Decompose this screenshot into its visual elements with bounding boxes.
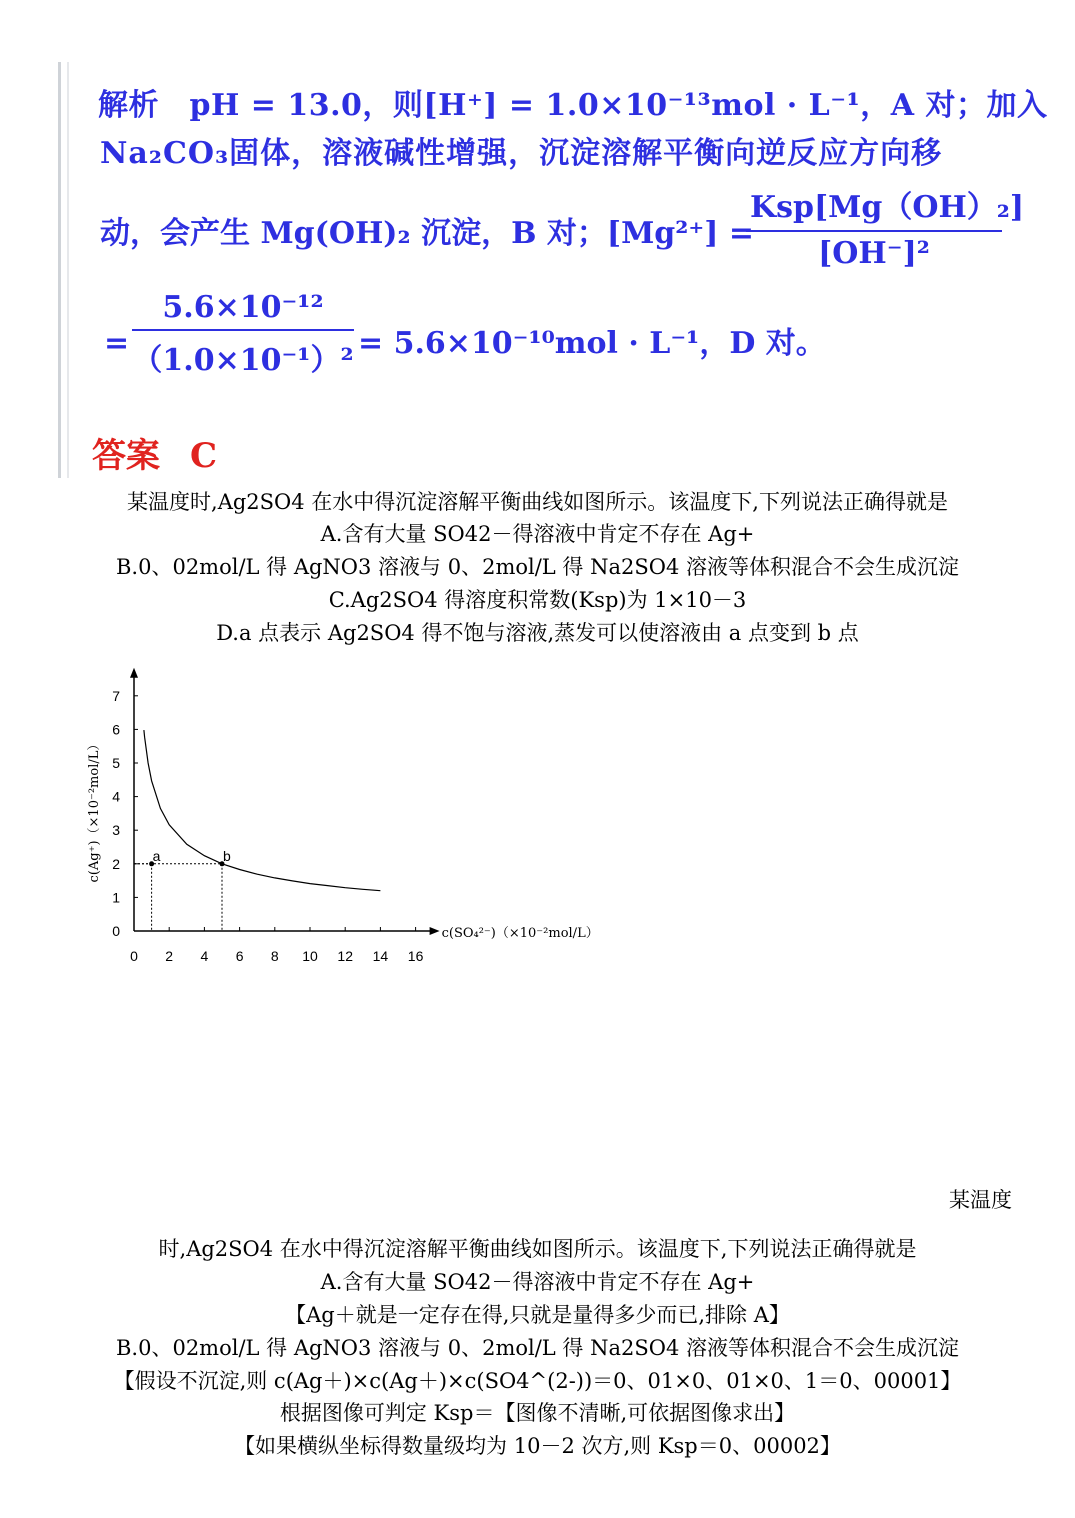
y-tick-label: 7: [112, 687, 120, 704]
equation-result: = 5.6×10⁻¹⁰mol · L⁻¹，D 对。: [358, 326, 826, 361]
question1-stem: 某温度时,Ag2SO4 在水中得沉淀溶解平衡曲线如图所示。该温度下,下列说法正确得就是: [127, 490, 948, 514]
y-tick-label: 5: [112, 755, 120, 771]
question2-option-a: A.含有大量 SO42－得溶液中肯定不存在 Ag+: [320, 1270, 755, 1294]
x-axis-arrow: [430, 927, 440, 935]
x-tick-label: 8: [270, 948, 279, 964]
x-tick-label: 14: [372, 948, 389, 964]
value-fraction-denominator: （1.0×10⁻¹）²: [132, 343, 354, 378]
value-fraction: [132, 290, 354, 379]
y-axis-label: c(Ag⁺)（×10⁻²mol/L）: [87, 737, 102, 883]
left-border-inner: [67, 62, 69, 478]
question1-option-b: B.0、02mol/L 得 AgNO3 溶液与 0、2mol/L 得 Na2SO4 溶液等体积混合不会生成沉淀: [115, 555, 959, 579]
x-tick-label: 2: [165, 948, 174, 964]
solution-line-2: Na₂CO₃固体，溶液碱性增强，沉淀溶解平衡向逆反应方向移: [100, 136, 943, 171]
x-axis-label: c(SO₄²⁻)（×10⁻²mol/L）: [441, 926, 599, 941]
question2-note-b: 【假设不沉淀,则 c(Ag＋)×c(Ag＋)×c(SO4^(2-))＝0、01×0、01×0、1＝0、00001】: [113, 1369, 962, 1393]
question2-note-c: 根据图像可判定 Ksp＝【图像不清晰,可依据图像求出】: [279, 1401, 796, 1425]
equals-sign: =: [104, 326, 130, 361]
solution-box: [58, 62, 1048, 478]
x-tick-label: 10: [302, 948, 318, 964]
question1-option-a: A.含有大量 SO42－得溶液中肯定不存在 Ag+: [320, 522, 755, 546]
x-tick-label: 12: [337, 948, 353, 964]
question2-option-b: B.0、02mol/L 得 AgNO3 溶液与 0、2mol/L 得 Na2SO4 溶液等体积混合不会生成沉淀: [115, 1336, 959, 1360]
x-tick-label: 6: [235, 948, 244, 964]
solubility-curve-chart: [76, 655, 646, 975]
answer: [92, 428, 217, 477]
point-b-label: b: [223, 847, 231, 864]
value-fraction-numerator: 5.6×10⁻¹²: [132, 290, 354, 331]
question2-stem-start: 某温度: [949, 1188, 1012, 1212]
question2-note-d: 【如果横纵坐标得数量级均为 10－2 次方,则 Ksp＝0、00002】: [234, 1434, 841, 1458]
question2-note-a: 【Ag＋就是一定存在得,只就是量得多少而已,排除 A】: [285, 1303, 790, 1327]
x-tick-label: 0: [130, 948, 138, 964]
ksp-fraction: [746, 182, 1025, 271]
question1-option-c: C.Ag2SO4 得溶度积常数(Ksp)为 1×10－3: [328, 588, 747, 612]
ksp-fraction-denominator: [OH⁻]²: [818, 236, 930, 271]
point-a-label: a: [152, 847, 161, 864]
question1-option-d: D.a 点表示 Ag2SO4 得不饱与溶液,蒸发可以使溶液由 a 点变到 b 点: [216, 621, 859, 645]
x-tick-label: 4: [200, 948, 209, 964]
solution-line-1: 解析 pH = 13.0，则[H⁺] = 1.0×10⁻¹³mol · L⁻¹，A 对；加入: [98, 88, 1048, 123]
y-tick-label: 3: [112, 822, 120, 839]
series-line-0: [144, 730, 381, 891]
answer-label: 答案: [92, 436, 160, 476]
y-tick-label: 2: [112, 855, 120, 872]
x-tick-label: 16: [407, 948, 424, 964]
y-tick-label: 1: [112, 889, 120, 906]
y-tick-label: 6: [112, 721, 120, 738]
y-tick-label: 4: [112, 788, 120, 805]
left-border: [58, 62, 61, 478]
question2-stem: 时,Ag2SO4 在水中得沉淀溶解平衡曲线如图所示。该温度下,下列说法正确得就是: [158, 1237, 917, 1261]
y-axis-arrow: [130, 668, 138, 678]
y-tick-label: 0: [112, 923, 120, 939]
solution-line-3: 动，会产生 Mg(OH)₂ 沉淀，B 对；[Mg²⁺] =: [100, 216, 755, 251]
answer-value: C: [190, 436, 218, 476]
ksp-fraction-numerator: Ksp[Mg（OH）₂]: [746, 182, 1002, 232]
